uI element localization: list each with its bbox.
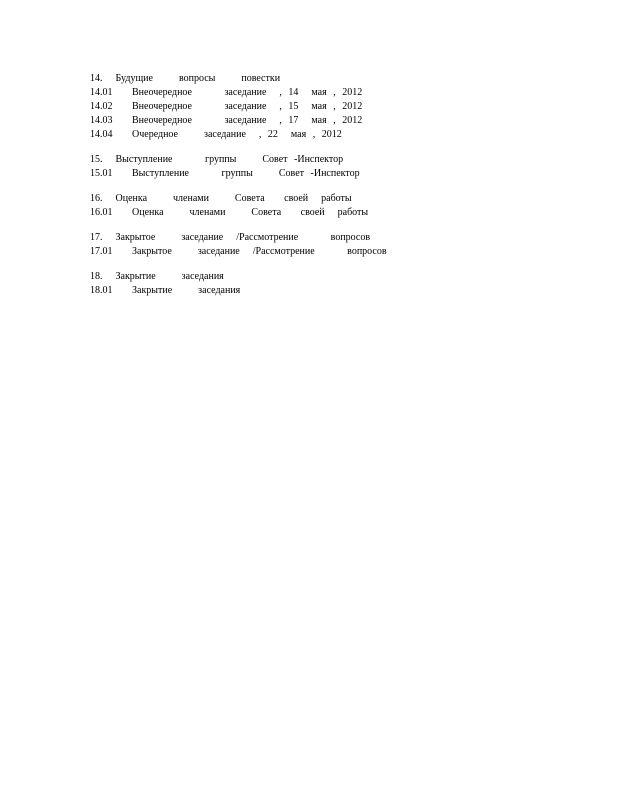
section-heading: 17. Закрытое заседание /Рассмотрение вопросов: [90, 232, 371, 243]
agenda-section-16: [90, 192, 590, 220]
section-heading: 16. Оценка членами Совета своей работы: [90, 193, 352, 204]
section-heading: 15. Выступление группы Совет -Инспектор: [90, 154, 344, 165]
agenda-item: 16.01 Оценка членами Совета своей работы: [90, 207, 369, 218]
agenda-document: [90, 72, 590, 309]
agenda-item: 14.01 Внеочередное заседание , 14 мая , 2012: [90, 87, 363, 98]
agenda-section-17: [90, 231, 590, 259]
agenda-section-18: [90, 270, 590, 298]
agenda-item: 14.02 Внеочередное заседание , 15 мая , 2012: [90, 101, 363, 112]
agenda-item: 15.01 Выступление группы Совет -Инспектор: [90, 168, 360, 179]
agenda-item: 14.04 Очередное заседание , 22 мая , 2012: [90, 129, 342, 140]
agenda-section-15: [90, 153, 590, 181]
agenda-item: 14.03 Внеочередное заседание , 17 мая , 2012: [90, 115, 363, 126]
section-heading: 14. Будущие вопросы повестки: [90, 73, 281, 84]
section-heading: 18. Закрытие заседания: [90, 271, 224, 282]
agenda-item: 18.01 Закрытие заседания: [90, 285, 241, 296]
agenda-section-14: [90, 72, 590, 142]
agenda-item: 17.01 Закрытое заседание /Рассмотрение вопросов: [90, 246, 387, 257]
